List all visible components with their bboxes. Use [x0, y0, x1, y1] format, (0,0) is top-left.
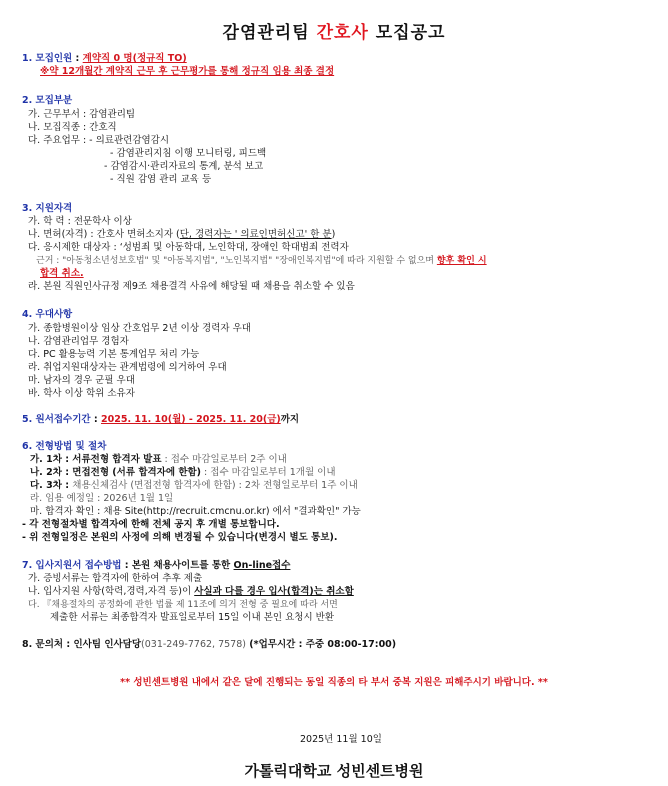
- section-7-row: 가. 증빙서류는 합격자에 한하여 추후 제출: [28, 573, 203, 584]
- section-2-subrow: - 직원 감염 관리 교육 등: [110, 174, 212, 185]
- section-4-row: 다. PC 활용능력 기본 통계업무 처리 가능: [28, 349, 200, 360]
- section-7-row: 나. 입사지원 사항(학력,경력,자격 등)이 사실과 다를 경우 입사(합격)는 취소함: [28, 586, 354, 597]
- section-6-note: - 각 전형절차별 합격자에 한해 전체 공지 후 개별 통보합니다.: [22, 519, 280, 530]
- section-4-row: 가. 종합병원이상 임상 간호업무 2년 이상 경력자 우대: [28, 323, 251, 334]
- section-7-row: 다. 『채용절차의 공정화에 관한 법률 제 11조에 의거 전형 중 필요에 따라 서면: [28, 600, 338, 610]
- section-5-heading: 5. 원서접수기간: [22, 414, 91, 425]
- contact-phone: (031-249-7762, 7578): [141, 639, 246, 650]
- section-3-row: 다. 응시제한 대상자 : ‘성범죄 및 아동학대, 노인학대, 장애인 학대범죄 전력자: [28, 242, 349, 253]
- section-1-value: 계약직 0 명(정규직 TO): [82, 53, 187, 64]
- cancel-warning: 향후 확인 시: [436, 256, 487, 266]
- cancel-warning-cont: 합격 취소.: [40, 268, 84, 279]
- section-4-row: 마. 남자의 경우 군필 우대: [28, 375, 135, 386]
- section-2-subrow: - 감염감시·관리자료의 통계, 분석 보고: [104, 161, 264, 172]
- section-3-row: 라. 본원 직원인사규정 제9조 채용결격 사유에 해당될 때 채용을 취소할 수 있음: [28, 281, 355, 292]
- section-1-note: ※약 12개월간 계약직 근무 후 근무평가를 통해 정규직 임용 최종 결정: [40, 66, 335, 77]
- section-6-row: 가. 1차 : 서류전형 합격자 발표 : 접수 마감일로부터 2주 이내: [30, 454, 287, 465]
- section-8-heading: 8. 문의처: [22, 639, 64, 650]
- section-4-row: 바. 학사 이상 학위 소유자: [28, 388, 135, 399]
- section-8: 8. 문의처 : 인사팀 인사담당(031-249-7762, 7578) (*업무시간 : 주중 08:00-17:00): [22, 639, 397, 650]
- section-6-row: 마. 합격자 확인 : 채용 Site(http://recruit.cmcnu.or.kr) 에서 "결과확인" 가능: [30, 506, 361, 517]
- section-4-row: 라. 취업지원대상자는 관계법령에 의거하여 우대: [28, 362, 227, 373]
- section-3-row: 나. 면허(자격) : 간호사 면허소지자 (단, 경력자는 ' 의료인면허신고' 한 분): [28, 229, 336, 240]
- duplicate-application-notice: ** 성빈센트병원 내에서 같은 달에 진행되는 동일 직종의 타 부서 중복 지원은 피해주시기 바랍니다. **: [120, 677, 548, 688]
- section-6-heading: 6. 전형방법 및 절차: [22, 441, 107, 452]
- section-7: 7. 입사지원서 접수방법 : 본원 채용사이트를 통한 On-line접수: [22, 560, 291, 571]
- hospital-name: 가톨릭대학교 성빈센트병원: [244, 762, 424, 780]
- section-6-row: 라. 임용 예정일 : 2026년 1월 1일: [30, 493, 174, 504]
- section-1: 1. 모집인원 : 계약직 0 명(정규직 TO): [22, 53, 187, 64]
- section-3-heading: 3. 지원자격: [22, 203, 73, 214]
- application-period: 2025. 11. 10(월) - 2025. 11. 20(금): [101, 414, 281, 425]
- section-6-row: 나. 2차 : 면접전형 (서류 합격자에 한함) : 접수 마감일로부터 1개월 이내: [30, 467, 336, 478]
- section-6-row: 다. 3차 : 채용신체검사 (면접전형 합격자에 한함) : 2차 전형일로부터 1주 이내: [30, 480, 358, 491]
- section-6-note: - 위 전형일정은 본원의 사정에 의해 변경될 수 있습니다(변경시 별도 통보).: [22, 532, 338, 543]
- section-1-heading: 1. 모집인원: [22, 53, 73, 64]
- section-2-row: 나. 모집직종 : 간호직: [28, 122, 117, 133]
- section-2-heading: 2. 모집부분: [22, 95, 73, 106]
- notice-date: 2025년 11월 10일: [300, 734, 382, 745]
- section-2-row: 다. 주요업무 : - 의료관련감염감시: [28, 135, 170, 146]
- section-7-row: 제출한 서류는 최종합격자 발표일로부터 15일 이내 본인 요청시 반환: [50, 612, 335, 623]
- section-4-heading: 4. 우대사항: [22, 309, 73, 320]
- section-3-row: 가. 학 력 : 전문학사 이상: [28, 216, 132, 227]
- section-3-basis: 근거 : "아동청소년성보호법" 및 "아동복지법", "노인복지법" "장애인복지법"에 따라 지원할 수 없으며 향후 확인 시: [36, 256, 487, 266]
- section-5: 5. 원서접수기간 : 2025. 11. 10(월) - 2025. 11. 20(금)까지: [22, 414, 300, 425]
- section-2-row: 가. 근무부서 : 감염관리팀: [28, 109, 136, 120]
- title-highlight: 간호사: [316, 23, 369, 43]
- section-4-row: 나. 감염관리업무 경험자: [28, 336, 129, 347]
- section-7-heading: 7. 입사지원서 접수방법: [22, 560, 122, 571]
- section-2-subrow: - 감염관리지침 이행 모니터링, 피드백: [110, 148, 267, 159]
- page-title: 감염관리팀 간호사 모집공고: [222, 23, 446, 43]
